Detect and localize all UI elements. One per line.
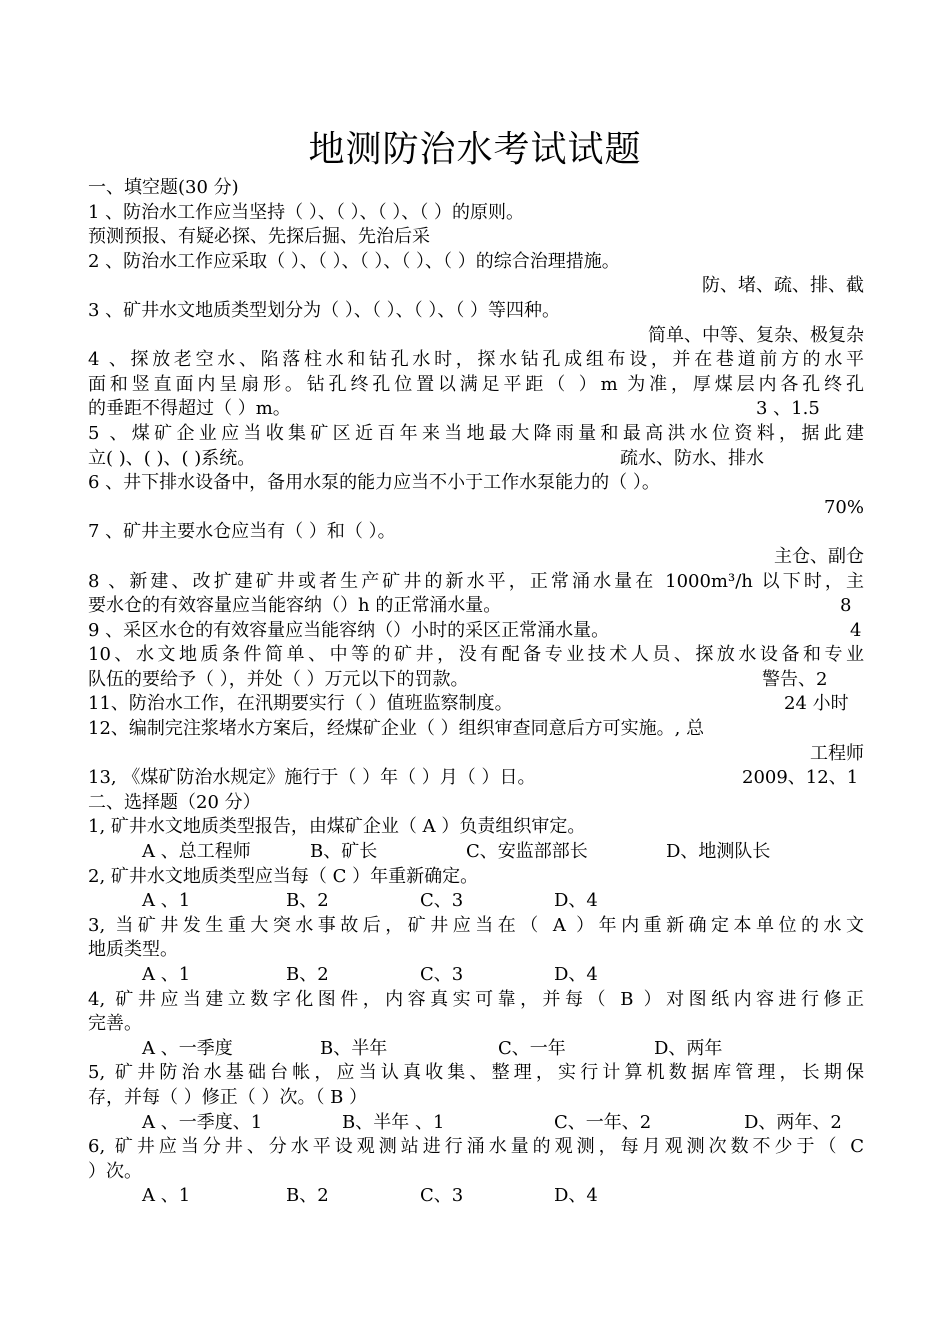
question-text: 存，并每（ ）修正（ ）次。（ B ） — [88, 1086, 368, 1108]
question-text: 9 、采区水仓的有效容量应当能容纳（）小时的采区正常涌水量。 — [88, 619, 610, 641]
question-text: 1, 矿井水文地质类型报告，由煤矿企业（ A ）负责组织审定。 — [88, 816, 586, 838]
option-b: B、半年 — [320, 1037, 388, 1059]
question-line-with-answer — [88, 766, 864, 791]
option-d: D、4 — [554, 890, 598, 912]
option-row — [88, 1037, 864, 1062]
answer-text: 简单、中等、复杂、极复杂 — [648, 324, 864, 346]
question-text: 2 、防治水工作应采取（ ）、（ ）、（ ）、（ ）、（ ）的综合治理措施。 — [88, 250, 620, 272]
question-text: 立( )、( )、( )系统。 — [88, 447, 256, 469]
question-text: 4 、探放老空水、陷落柱水和钻孔水时，探水钻孔成组布设，并在巷道前方的水平 — [88, 349, 864, 371]
answer-text: 70% — [823, 496, 864, 518]
question-text: 6 、井下排水设备中，备用水泵的能力应当不小于工作水泵能力的（ ）。 — [88, 472, 660, 494]
option-row — [88, 1184, 864, 1209]
question-text: 5 、煤矿企业应当收集矿区近百年来当地最大降雨量和最高洪水位资料，据此建 — [88, 422, 864, 444]
question-text: 7 、矿井主要水仓应当有（ ）和（ ）。 — [88, 521, 396, 543]
option-a: A 、1 — [142, 964, 191, 985]
question-line-with-answer — [88, 447, 864, 472]
answer-text: 3 、1.5 — [756, 398, 820, 420]
option-b: B、2 — [286, 964, 329, 985]
document-body — [88, 176, 864, 1209]
option-row — [88, 1111, 864, 1136]
question-text: 1 、防治水工作应当坚持（ ）、（ ）、（ ）、（ ）的原则。 — [88, 201, 525, 223]
option-a: A 、1 — [142, 1185, 191, 1207]
answer-text: 2009、12、1 — [742, 767, 859, 789]
option-c: C、3 — [420, 1185, 464, 1207]
answer-text: 24 小时 — [784, 693, 849, 715]
question-line-with-answer — [88, 668, 864, 693]
question-text: 3, 当矿井发生重大突水事故后，矿井应当在（ A ）年内重新确定本单位的水文 — [88, 914, 864, 936]
option-c: C、3 — [420, 890, 464, 912]
answer-text: 工程师 — [810, 742, 864, 764]
question-text: 地质类型。 — [88, 939, 178, 961]
option-row — [88, 963, 864, 988]
option-d: D、4 — [554, 964, 598, 985]
option-c: C、一年 — [498, 1037, 566, 1059]
section-heading-fill-in: 一、填空题(30 分) — [88, 177, 239, 198]
question-text: 11、防治水工作，在汛期要实行（ ）值班监察制度。 — [88, 693, 513, 715]
answer-text: 主仓、副仓 — [774, 545, 864, 567]
option-d: D、两年、2 — [744, 1111, 842, 1133]
option-d: D、两年 — [654, 1037, 723, 1059]
question-text: 10、水文地质条件简单、中等的矿井，没有配备专业技术人员、探放水设备和专业 — [88, 644, 864, 666]
question-text: 面和竖直面内呈扇形。钻孔终孔位置以满足平距（ ）m 为准，厚煤层内各孔终孔 — [88, 373, 864, 395]
question-text: 6, 矿井应当分井、分水平设观测站进行涌水量的观测，每月观测次数不少于（ C — [88, 1136, 864, 1158]
question-line-with-answer — [88, 594, 864, 619]
question-text: ）次。 — [88, 1160, 142, 1182]
option-a: A 、1 — [142, 890, 191, 912]
answer-text: 防、堵、疏、排、截 — [702, 275, 864, 297]
option-c: C、安监部部长 — [466, 841, 588, 863]
answer-text: 警告、2 — [762, 668, 828, 690]
question-text: 8 、新建、改扩建矿井或者生产矿井的新水平，正常涌水量在 1000m³/h 以下时，主 — [88, 570, 864, 592]
option-b: B、半年 、1 — [342, 1111, 445, 1133]
question-text: 2, 矿井水文地质类型应当每（ C ）年重新确定。 — [88, 865, 479, 887]
option-a: A 、一季度 — [142, 1037, 233, 1059]
section-heading-multiple-choice: 二、选择题（20 分） — [88, 791, 261, 813]
option-row — [88, 840, 864, 865]
question-text: 12、编制完注浆堵水方案后，经煤矿企业（ ）组织审查同意后方可实施。, 总 — [88, 718, 705, 740]
option-b: B、2 — [286, 1185, 329, 1207]
answer-text: 疏水、防水、排水 — [620, 447, 764, 469]
question-text: 的垂距不得超过（ ）m。 — [88, 398, 291, 420]
question-text: 完善。 — [88, 1013, 142, 1035]
option-b: B、2 — [286, 890, 329, 912]
question-text: 队伍的要给予（ ），并处（ ）万元以下的罚款。 — [88, 668, 469, 690]
option-c: C、一年、2 — [554, 1111, 652, 1133]
option-d: D、地测队长 — [666, 841, 771, 863]
question-line-with-answer — [88, 397, 864, 422]
option-a: A 、总工程师 — [142, 841, 251, 863]
answer-text: 预测预报、有疑必探、先探后掘、先治后采 — [88, 226, 430, 248]
answer-text: 8 — [840, 595, 852, 617]
option-c: C、3 — [420, 964, 464, 985]
question-text: 要水仓的有效容量应当能容纳（）h 的正常涌水量。 — [88, 595, 502, 617]
option-d: D、4 — [554, 1185, 598, 1207]
page-title: 地测防治水考试试题 — [308, 129, 642, 170]
answer-text: 4 — [850, 619, 862, 641]
option-row — [88, 889, 864, 914]
option-b: B、矿长 — [310, 841, 378, 863]
question-line-with-answer — [88, 619, 864, 644]
question-line-with-answer — [88, 692, 864, 717]
question-text: 5, 矿井防治水基础台帐，应当认真收集、整理，实行计算机数据库管理，长期保 — [88, 1062, 864, 1084]
question-text: 4, 矿井应当建立数字化图件，内容真实可靠，并每（ B ）对图纸内容进行修正 — [88, 988, 864, 1010]
question-text: 13, 《煤矿防治水规定》施行于（ ）年（ ）月（ ）日。 — [88, 767, 536, 789]
question-text: 3 、矿井水文地质类型划分为（ ）、（ ）、（ ）、（ ）等四种。 — [88, 299, 561, 321]
option-a: A 、一季度、1 — [142, 1111, 263, 1133]
